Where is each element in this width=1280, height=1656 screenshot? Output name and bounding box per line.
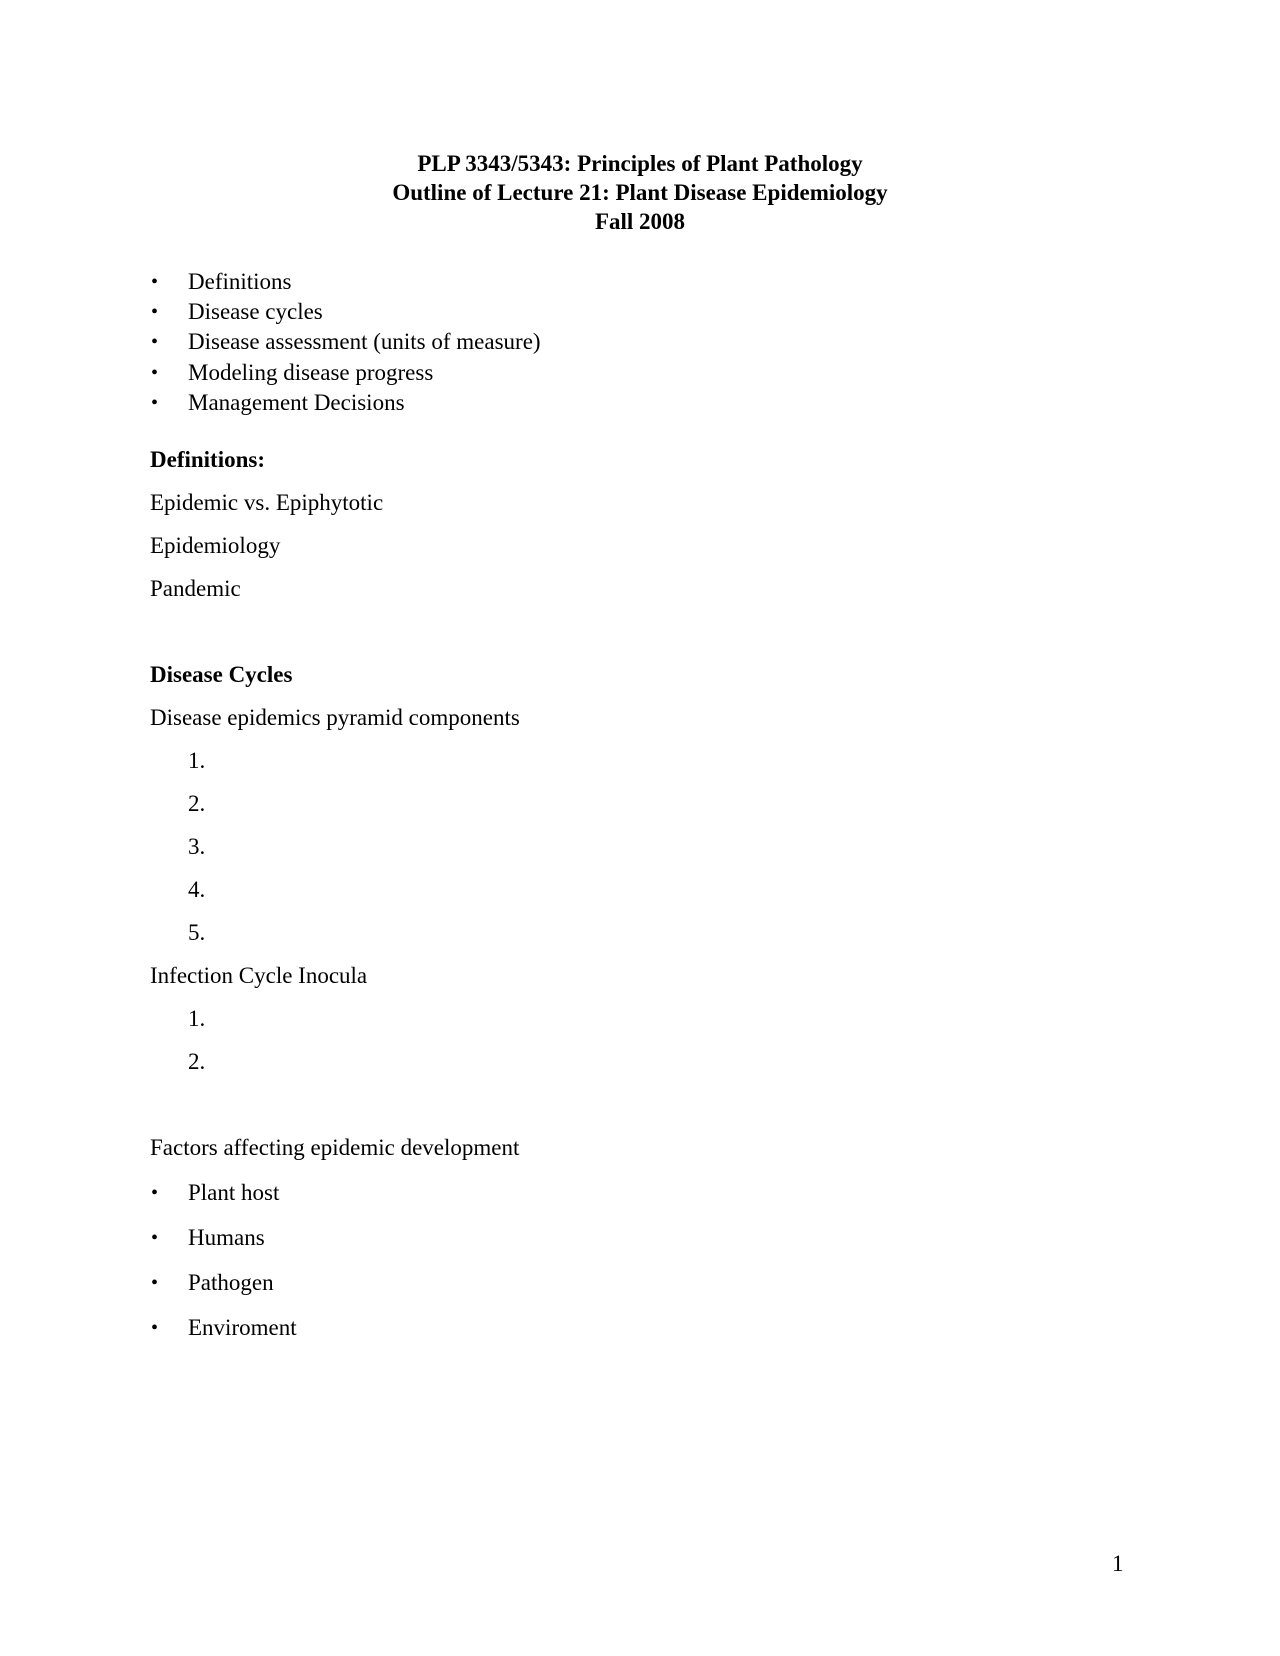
factors-label: Factors affecting epidemic development [150, 1135, 520, 1160]
bullet-icon: • [151, 301, 159, 323]
factor-label: Enviroment [188, 1315, 297, 1340]
outline-item-label: Definitions [188, 269, 292, 294]
definitions-heading: Definitions: [150, 447, 265, 472]
outline-item-label: Disease cycles [188, 299, 323, 324]
page-number: 1 [1112, 1551, 1124, 1576]
course-title: PLP 3343/5343: Principles of Plant Pathology [417, 151, 863, 176]
list-item: 1. [188, 1006, 206, 1031]
bullet-icon: • [151, 1227, 159, 1249]
lecture-title: Outline of Lecture 21: Plant Disease Epidemiology [392, 180, 888, 205]
factor-label: Plant host [188, 1180, 280, 1205]
list-item: 1. [188, 748, 206, 773]
outline-item-label: Disease assessment (units of measure) [188, 329, 541, 354]
inocula-label: Infection Cycle Inocula [150, 963, 368, 988]
factor-label: Humans [188, 1225, 265, 1250]
outline-item-label: Modeling disease progress [188, 360, 434, 385]
term-label: Fall 2008 [594, 209, 686, 234]
bullet-icon: • [151, 392, 159, 414]
bullet-icon: • [151, 1182, 159, 1204]
document-header [0, 149, 1280, 236]
bullet-icon: • [151, 362, 159, 384]
bullet-icon: • [151, 331, 159, 353]
outline-item-label: Management Decisions [188, 390, 405, 415]
list-item: 3. [188, 834, 206, 859]
bullet-icon: • [151, 1272, 159, 1294]
pyramid-label: Disease epidemics pyramid components [150, 705, 520, 730]
bullet-icon: • [151, 1317, 159, 1339]
list-item: 5. [188, 920, 206, 945]
list-item: 4. [188, 877, 206, 902]
definition-term: Epidemiology [150, 533, 281, 558]
list-item: 2. [188, 1049, 206, 1074]
factor-label: Pathogen [188, 1270, 274, 1295]
bullet-icon: • [151, 271, 159, 293]
definition-term: Epidemic vs. Epiphytotic [150, 490, 384, 515]
definition-term: Pandemic [150, 576, 241, 601]
list-item: 2. [188, 791, 206, 816]
disease-cycles-heading: Disease Cycles [150, 662, 293, 687]
